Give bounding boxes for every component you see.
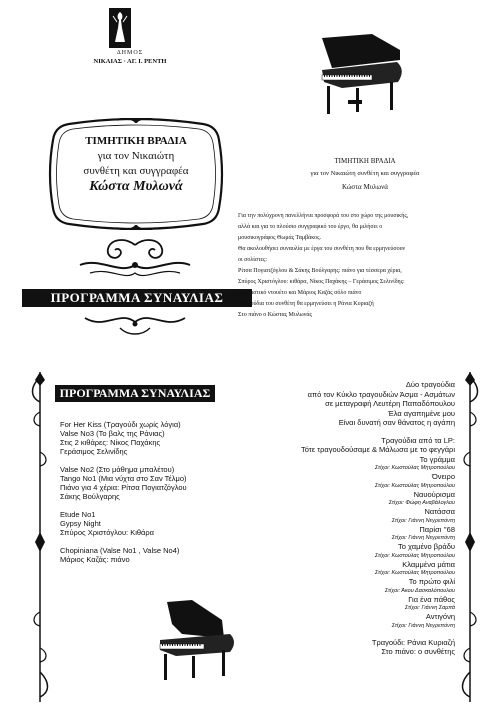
program-banner-small-label: ΠΡΟΓΡΑΜΜΑ ΣΥΝΑΥΛΙΑΣ [59,386,211,400]
intro-line: Στο πιάνο ο Κώστας Μυλωνάς [238,312,312,318]
song-title: Όνειρο [431,472,455,481]
song-title: Το πρώτο φιλί [408,577,455,586]
title-line-4: Κώστα Μυλωνά [89,179,183,194]
song-title: Ναυούρισμα [413,489,455,499]
program-group [60,420,250,456]
song-lyrics-credit: Στίχοι: Γιάννη Νεγρεπόντη [391,517,455,524]
song-lyrics-credit: Στίχοι: Κωστούλας Μητροπούλου [374,552,455,559]
song-title: Το γράμμα [419,454,455,464]
song-lyrics-credit: Στίχοι: Κωστούλας Μητροπούλου [374,465,455,471]
intro-subtitle: για τον Νικαιώτη συνθέτη και συγγραφέα [310,170,420,177]
program-list-right [265,380,455,657]
song-lyrics-credit: Στίχοι: Γιάννη Νεγρεπόντη [391,622,455,629]
intro-line: κιθαριστικό ντουέτο και Μάριος Καζάς σόλο πιάνο [238,290,362,296]
intro-line: μουσικογράφος Θωμάς Ταμβάκος. [238,235,322,241]
program-group [60,510,250,537]
title-line-2: για τον Νικαιώτη [97,150,175,162]
program-item: Tango No1 (Μια νύχτα στο Σαν Τέλμο) [60,474,187,483]
program-item: Chopiniana (Valse No1 , Valse No4) [60,546,180,555]
scroll-ornament-bottom [70,310,200,340]
song-intro-line: σε μεταγραφή Λευτέρη Παπαδόπουλου [325,399,455,408]
song-intro-line: Είναι δυνατή σαν θάνατος η αγάπη [338,418,455,427]
song-title: Το χαμένο βράδυ [398,542,455,551]
municipality-logo [109,8,131,48]
song-title: Παρίσι ’’68 [419,524,455,534]
song-lyrics-credit: Στίχοι: Γιάννη Σαμπά [404,605,455,611]
title-line-3: συνθέτη και συγγραφέα [83,165,189,177]
closing-line: Στο πιάνο: ο συνθέτης [381,647,455,656]
program-banner-label: ΠΡΟΓΡΑΜΜΑ ΣΥΝΑΥΛΙΑΣ [50,290,224,305]
intro-title: ΤΙΜΗΤΙΚΗ ΒΡΑΔΙΑ [334,157,396,165]
song-intro-line: Δύο τραγούδια [405,380,455,389]
song-intro-line: Έλα αγαπημένε μου [387,408,455,418]
program-banner [22,289,252,307]
song-lyrics-credit: Στίχοι: Γιάννη Νεγρεπόντη [391,535,455,541]
program-item: Valse No2 (Στο μάθημα μπαλέτου) [60,465,175,474]
scroll-ornament [70,235,200,285]
program-list-left [60,420,250,573]
logo-title: ΔΗΜΟΣ [116,50,144,56]
logo-municipality: ΝΙΚΑΙΑΣ · ΑΓ. Ι. ΡΕΝΤΗ [93,58,167,65]
program-group [60,465,250,501]
intro-line: αλλά και για το πλούσιο συγγραφικό του έργο, θα μιλήσει ο [238,224,383,230]
intro-line: Για την πολύχρονη πανελλήνια προσφορά του στο χώρο της μουσικής, [238,213,409,219]
vine-border-right [460,372,480,702]
song-title: Για ένα πάθος [408,594,455,604]
program-banner-small [55,385,215,402]
song-title: Νατάσσα [424,507,455,516]
program-item: For Her Kiss (Τραγούδι χωρίς λόγια) [60,420,181,429]
intro-line: Ρίτσα Πογιατζόγλου & Σάκης Βούλγαρης: πιάνο για τέσσερα χέρια, [238,268,402,274]
intro-line: Σπύρος Χριστόγλου: κιθάρα, Νίκος Παχάκης – Γεράσιμος Σελινίδης: [238,279,405,285]
intro-line: οι σολίστες: [238,257,268,263]
title-line-1: ΤΙΜΗΤΙΚΗ ΒΡΑΔΙΑ [85,135,187,147]
intro-line: Θα ακολουθήσει συναυλία με έργα του συνθέτη που θα ερμηνεύσουν [238,246,406,252]
song-lyrics-credit: Στίχοι: Άκου Δασκαλόπουλου [384,587,455,594]
event-title [60,134,212,194]
song-lyrics-credit: Στίχοι: Κωστούλας Μητροπούλου [374,570,455,576]
program-item: Γεράσιμος Σελινίδης [60,447,128,456]
song-lyrics-credit: Στίχοι: Κωστούλας Μητροπούλου [374,482,455,489]
intro-composer-name: Κώστα Μυλωνά [342,183,388,191]
song-title: Κλαμμένα μάτια [402,559,455,569]
program-item: Valse No3 (Το βαλς της Ράνιας) [60,429,165,438]
intro-paragraph [238,211,493,321]
intro-line: Τραγούδια του συνθέτη θα ερμηνεύσει η Ράνια Κυριαζή [238,301,374,307]
program-item: Gypsy Night [60,519,101,528]
lp-heading: Τότε τραγουδούσαμε & Μάλωσα με το φεγγάρι [300,445,455,454]
program-item: Μάριος Καζάς: πιάνο [60,555,130,564]
grand-piano-image [312,30,407,120]
song-lyrics-credit: Στίχοι: Φώφη Αναβάλογλου [388,500,455,506]
program-item: Etude No1 [60,510,96,519]
program-group [60,546,250,564]
closing-line: Τραγούδι: Ράνια Κυριαζή [371,637,455,647]
program-item: Στις 2 κιθάρες: Νίκος Παχάκης [60,438,161,447]
vine-border-left [30,372,50,702]
song-intro-line: από τον Κύκλο τραγουδιών Άσμα - Ασμάτων [307,389,455,399]
program-item: Σπύρος Χριστόγλου: Κιθάρα [60,528,154,537]
program-item: Σάκης Βούλγαρης [60,492,120,501]
grand-piano-image-bottom [152,598,242,683]
song-title: Αντιγόνη [425,612,455,621]
program-item: Πιάνο για 4 χέρια: Ρίτσα Πογιατζόγλου [60,483,187,492]
lp-heading: Τραγούδια από τα LP: [381,435,455,445]
